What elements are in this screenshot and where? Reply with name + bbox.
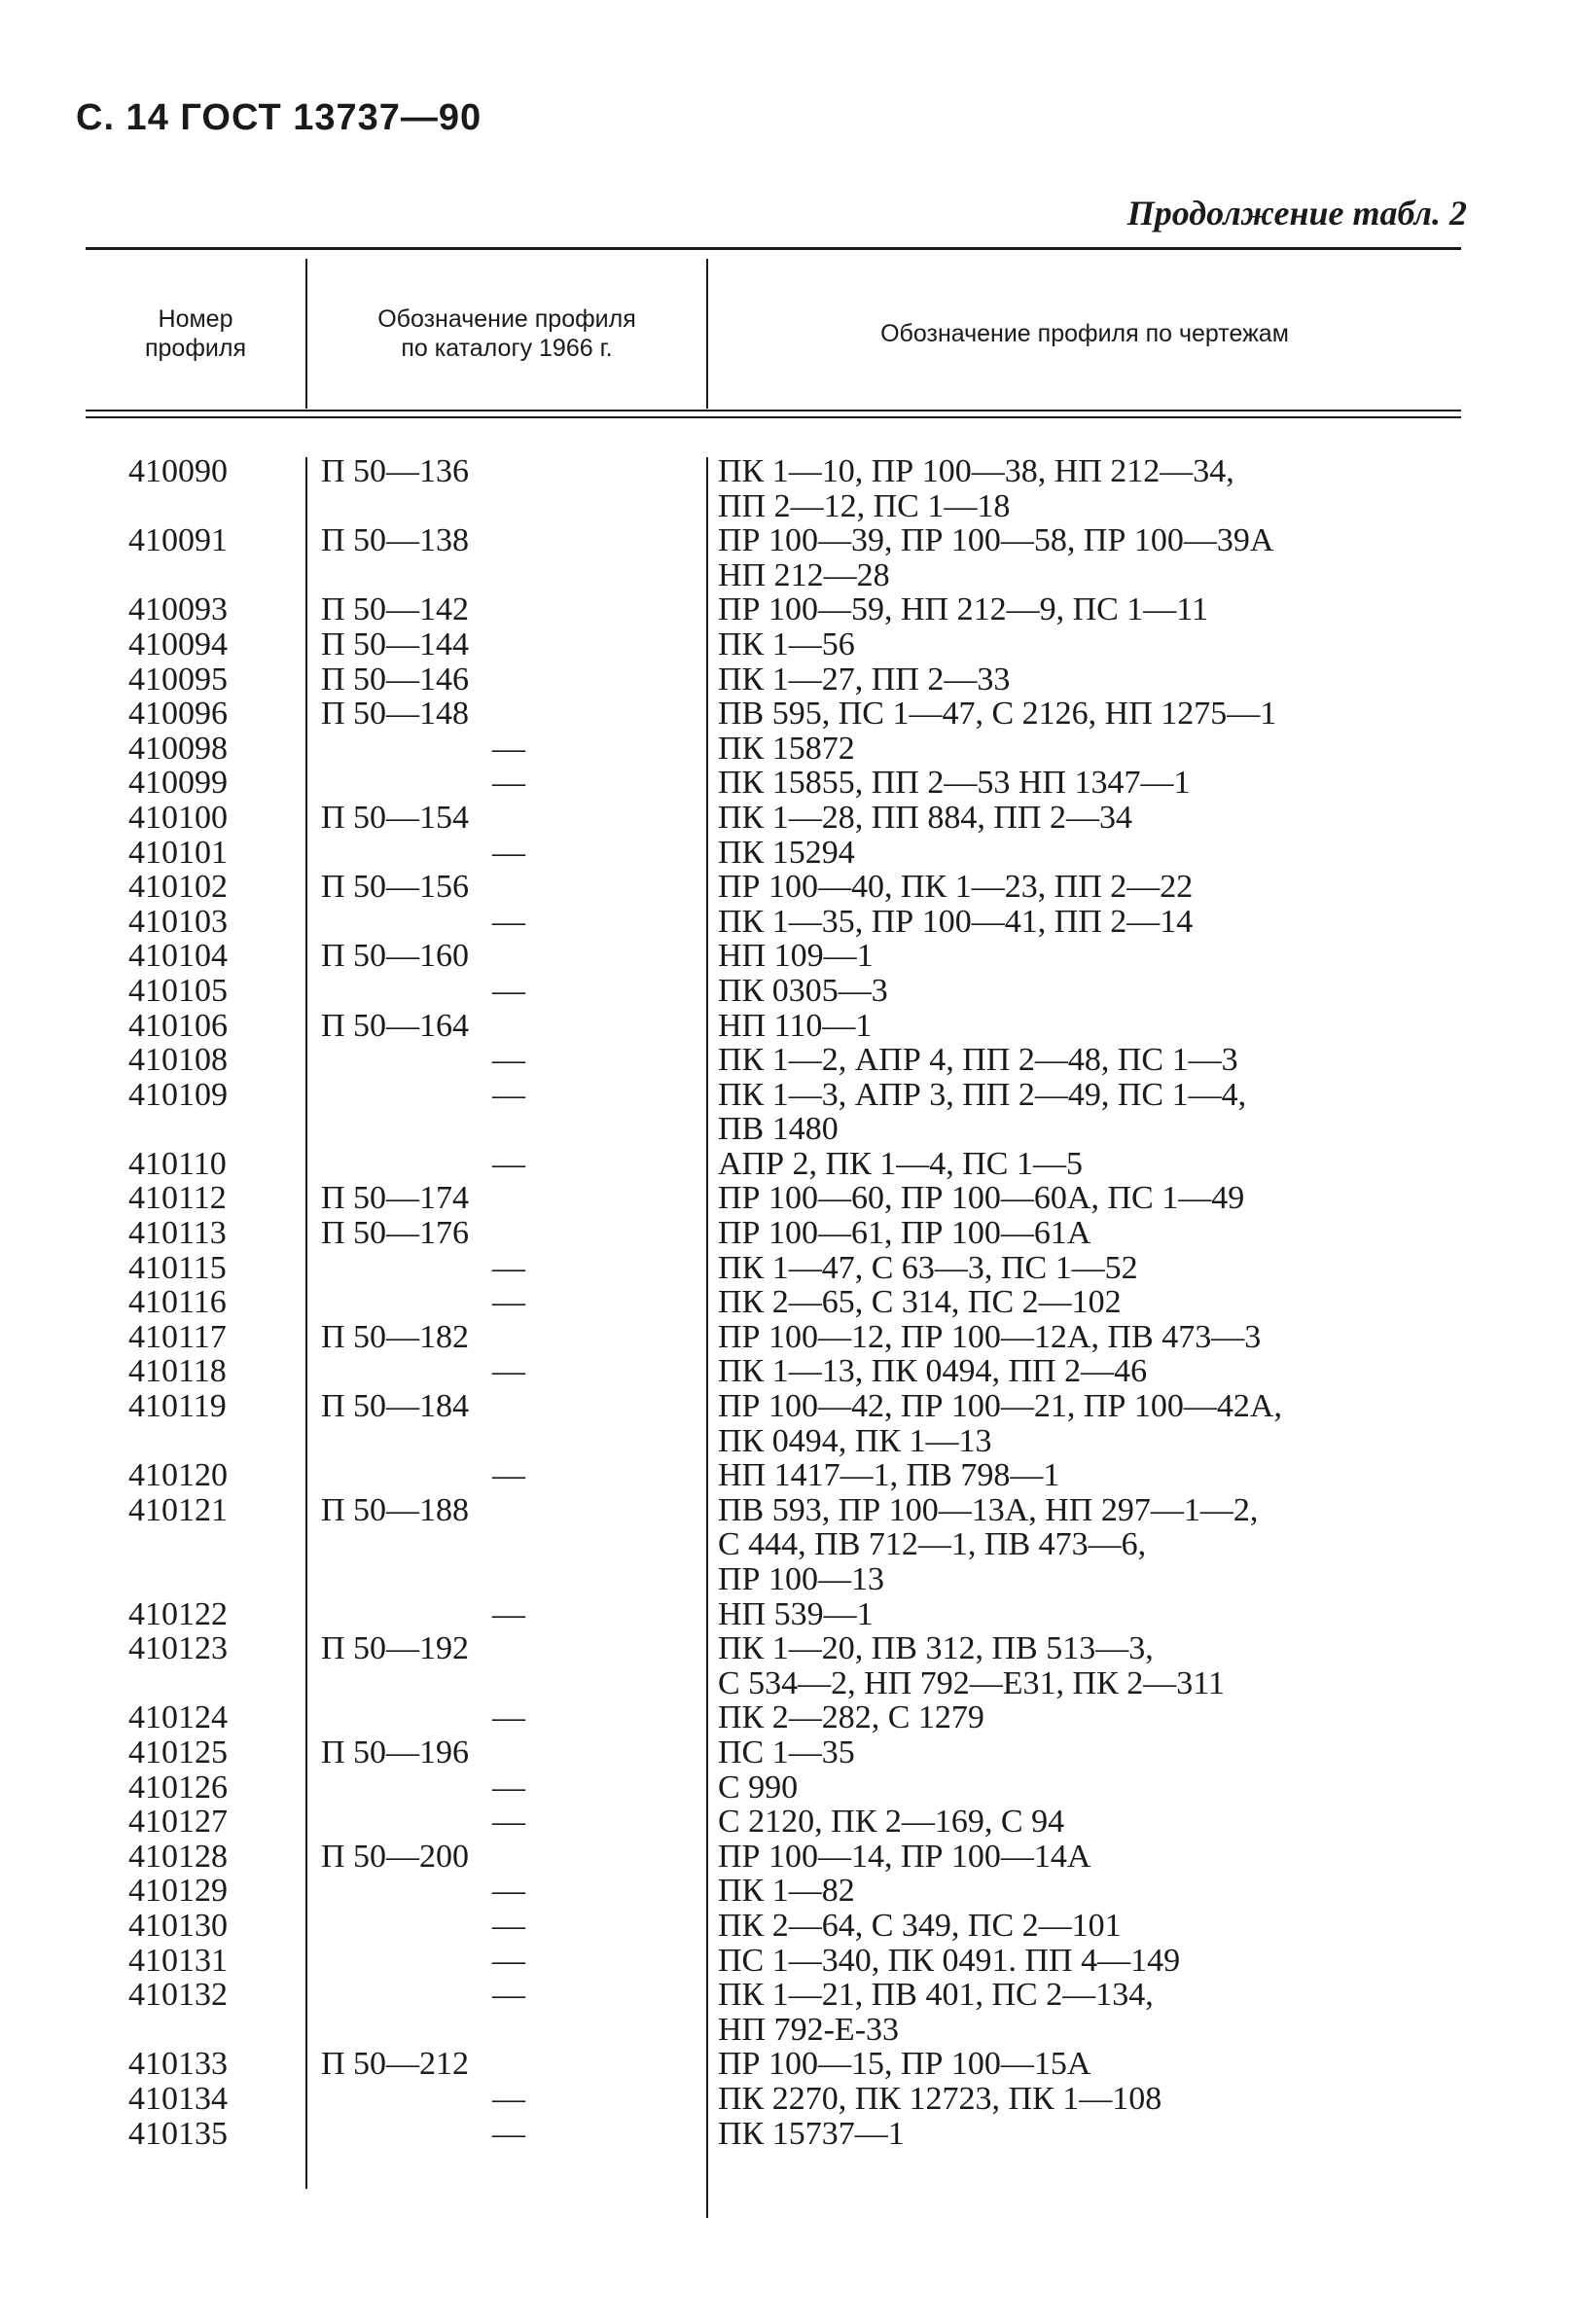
profile-number-cell: 410134 <box>128 2080 228 2117</box>
catalog-designation-cell: П 50—192 <box>321 1630 470 1667</box>
drawing-designation-cell <box>718 1631 1399 1700</box>
catalog-designation-cell: П 50—160 <box>321 938 470 975</box>
profile-number-cell: 410106 <box>128 1007 228 1044</box>
drawing-designation-line: ПВ 595, ПС 1—47, С 2126, НП 1275—1 <box>718 696 1277 733</box>
drawing-designation-line: ПК 2—64, С 349, ПС 2—101 <box>718 1907 1122 1944</box>
drawing-designation-line: НП 539—1 <box>718 1595 874 1632</box>
drawing-designation-cell <box>718 1978 1399 2047</box>
drawing-designation-cell <box>718 1009 1399 1044</box>
drawing-designation-line: ПВ 1480 <box>718 1111 839 1148</box>
drawing-designation-cell <box>718 905 1399 940</box>
table-row <box>0 627 1572 662</box>
table-row <box>0 1216 1572 1251</box>
drawing-designation-line: ПК 0305—3 <box>718 972 888 1009</box>
catalog-designation-cell: — <box>492 1942 525 1979</box>
drawing-designation-cell <box>718 1805 1399 1840</box>
catalog-designation-cell: — <box>492 1699 525 1736</box>
drawing-designation-line: НП 792-Е-33 <box>718 2011 900 2048</box>
drawing-designation-line: ПР 100—15, ПР 100—15А <box>718 2046 1091 2083</box>
catalog-designation-cell: П 50—188 <box>321 1491 470 1528</box>
profile-number-cell: 410095 <box>128 661 228 697</box>
drawing-designation-line: НП 110—1 <box>718 1007 873 1044</box>
profile-number-cell: 410099 <box>128 765 228 802</box>
profile-number-cell: 410117 <box>128 1318 227 1355</box>
drawing-designation-cell <box>718 974 1399 1009</box>
table-row <box>0 523 1572 592</box>
drawing-designation-cell <box>718 1389 1399 1458</box>
profile-number-cell: 410103 <box>128 903 228 940</box>
column-header-drawings: Обозначение профиля по чертежам <box>880 320 1289 347</box>
profile-number-cell: 410091 <box>128 522 228 559</box>
table-row <box>0 1700 1572 1735</box>
table-row <box>0 1909 1572 1944</box>
drawing-designation-line: С 990 <box>718 1769 799 1806</box>
table-row <box>0 1805 1572 1840</box>
header-double-rule <box>86 410 1461 411</box>
table-row <box>0 939 1572 974</box>
drawing-designation-cell <box>718 454 1399 523</box>
page-header: С. 14 ГОСТ 13737—90 <box>76 97 482 138</box>
drawing-designation-line: ПР 100—13 <box>718 1561 884 1597</box>
table-row <box>0 1147 1572 1182</box>
profile-number-cell: 410130 <box>128 1907 228 1944</box>
drawing-designation-line: ПР 100—12, ПР 100—12А, ПВ 473—3 <box>718 1318 1262 1355</box>
catalog-designation-cell: П 50—176 <box>321 1215 470 1252</box>
drawing-designation-cell <box>718 1181 1399 1216</box>
profile-number-cell: 410115 <box>128 1249 227 1286</box>
drawing-designation-cell <box>718 523 1399 592</box>
drawing-designation-line: ПС 1—340, ПК 0491. ПП 4—149 <box>718 1942 1181 1979</box>
profile-number-cell: 410128 <box>128 1838 228 1875</box>
catalog-designation-cell: — <box>492 834 525 871</box>
catalog-designation-cell: — <box>492 1076 525 1113</box>
table-row <box>0 454 1572 523</box>
catalog-designation-cell: — <box>492 1145 525 1182</box>
table-row <box>0 2082 1572 2117</box>
profile-number-cell: 410101 <box>128 834 228 871</box>
drawing-designation-cell <box>718 627 1399 662</box>
profile-number-cell: 410100 <box>128 799 228 836</box>
drawing-designation-line: ПК 1—35, ПР 100—41, ПП 2—14 <box>718 903 1194 940</box>
table-row <box>0 1009 1572 1044</box>
table-row <box>0 2047 1572 2082</box>
drawing-designation-line: ПК 1—56 <box>718 626 855 662</box>
drawing-designation-cell <box>718 939 1399 974</box>
drawing-designation-line: ПК 1—28, ПП 884, ПП 2—34 <box>718 799 1132 836</box>
catalog-designation-cell: — <box>492 1977 525 2014</box>
catalog-designation-cell: — <box>492 972 525 1009</box>
header-double-rule <box>86 416 1461 418</box>
table-row <box>0 1874 1572 1909</box>
drawing-designation-cell <box>718 836 1399 871</box>
profile-number-cell: 410104 <box>128 938 228 975</box>
drawing-designation-line: ПК 1—3, АПР 3, ПП 2—49, ПС 1—4, <box>718 1076 1247 1113</box>
table-continuation-label: Продолжение табл. 2 <box>1126 194 1467 232</box>
table-row <box>0 905 1572 940</box>
drawing-designation-line: АПР 2, ПК 1—4, ПС 1—5 <box>718 1145 1083 1182</box>
profile-number-cell: 410120 <box>128 1457 228 1494</box>
table-row <box>0 1944 1572 1979</box>
catalog-designation-cell: — <box>492 1284 525 1321</box>
profile-number-cell: 410121 <box>128 1491 228 1528</box>
profile-number-cell: 410110 <box>128 1145 227 1182</box>
drawing-designation-line: ПР 100—59, НП 212—9, ПС 1—11 <box>718 591 1209 628</box>
drawing-designation-cell <box>718 1078 1399 1147</box>
table-top-rule <box>86 247 1461 250</box>
profile-number-cell: 410124 <box>128 1699 228 1736</box>
table-row <box>0 1631 1572 1700</box>
drawing-designation-line: ПК 1—82 <box>718 1873 855 1910</box>
drawing-designation-cell <box>718 2047 1399 2082</box>
profile-number-cell: 410129 <box>128 1873 228 1910</box>
profile-number-cell: 410113 <box>128 1215 227 1252</box>
drawing-designation-line: ПК 15872 <box>718 730 855 767</box>
drawing-designation-cell <box>718 1285 1399 1320</box>
profile-number-cell: 410122 <box>128 1595 228 1632</box>
catalog-designation-cell: — <box>492 730 525 767</box>
drawing-designation-line: ПР 100—61, ПР 100—61А <box>718 1215 1091 1252</box>
drawing-designation-line: ПК 0494, ПК 1—13 <box>718 1422 992 1459</box>
catalog-designation-cell: — <box>492 1457 525 1494</box>
table-row <box>0 592 1572 627</box>
table-row <box>0 836 1572 871</box>
drawing-designation-cell <box>718 1354 1399 1389</box>
catalog-designation-cell: П 50—212 <box>321 2046 470 2083</box>
catalog-designation-cell: — <box>492 1873 525 1910</box>
table-row <box>0 1285 1572 1320</box>
catalog-designation-cell: П 50—136 <box>321 453 470 489</box>
drawing-designation-cell <box>718 1147 1399 1182</box>
table-row <box>0 1840 1572 1875</box>
drawing-designation-cell <box>718 732 1399 767</box>
catalog-designation-cell: — <box>492 765 525 802</box>
profile-number-cell: 410116 <box>128 1284 227 1321</box>
drawing-designation-line: ПР 100—40, ПК 1—23, ПП 2—22 <box>718 869 1194 906</box>
drawing-designation-line: ПР 100—14, ПР 100—14А <box>718 1838 1091 1875</box>
table-row <box>0 1458 1572 1493</box>
drawing-designation-cell <box>718 870 1399 905</box>
catalog-designation-cell: П 50—138 <box>321 522 470 559</box>
drawing-designation-line: ПК 15855, ПП 2—53 НП 1347—1 <box>718 765 1191 802</box>
drawing-designation-line: НП 1417—1, ПВ 798—1 <box>718 1457 1060 1494</box>
table-row <box>0 1320 1572 1355</box>
drawing-designation-line: ПР 100—42, ПР 100—21, ПР 100—42А, <box>718 1388 1282 1425</box>
table-row <box>0 870 1572 905</box>
drawing-designation-line: ПК 1—21, ПВ 401, ПС 2—134, <box>718 1977 1154 2014</box>
drawing-designation-line: ПР 100—60, ПР 100—60А, ПС 1—49 <box>718 1180 1245 1217</box>
catalog-designation-cell: П 50—142 <box>321 591 470 628</box>
catalog-designation-cell: — <box>492 1042 525 1079</box>
drawing-designation-cell <box>718 801 1399 836</box>
catalog-designation-cell: — <box>492 1353 525 1390</box>
profile-number-cell: 410125 <box>128 1734 228 1770</box>
catalog-designation-cell: П 50—184 <box>321 1388 470 1425</box>
profile-number-cell: 410096 <box>128 696 228 733</box>
table-row <box>0 1078 1572 1147</box>
table-row <box>0 766 1572 801</box>
catalog-designation-cell: — <box>492 2115 525 2152</box>
drawing-designation-line: ПК 1—13, ПК 0494, ПП 2—46 <box>718 1353 1148 1390</box>
profile-number-cell: 410123 <box>128 1630 228 1667</box>
drawing-designation-line: ПК 1—2, АПР 4, ПП 2—48, ПС 1—3 <box>718 1042 1238 1079</box>
drawing-designation-cell <box>718 1770 1399 1806</box>
profile-number-cell: 410135 <box>128 2115 228 2152</box>
catalog-designation-cell: П 50—154 <box>321 799 470 836</box>
catalog-designation-cell: П 50—182 <box>321 1318 470 1355</box>
table-row <box>0 1597 1572 1632</box>
catalog-designation-cell: — <box>492 1804 525 1841</box>
drawing-designation-cell <box>718 1700 1399 1735</box>
table-row <box>0 1978 1572 2047</box>
drawing-designation-line: ПК 1—10, ПР 100—38, НП 212—34, <box>718 453 1234 489</box>
catalog-designation-cell: П 50—146 <box>321 661 470 697</box>
profile-number-cell: 410105 <box>128 972 228 1009</box>
profile-number-cell: 410133 <box>128 2046 228 2083</box>
drawing-designation-cell <box>718 1458 1399 1493</box>
table-row <box>0 1389 1572 1458</box>
drawing-designation-cell <box>718 1493 1399 1597</box>
drawing-designation-line: ПР 100—39, ПР 100—58, ПР 100—39А <box>718 522 1274 559</box>
catalog-designation-cell: — <box>492 1249 525 1286</box>
drawing-designation-cell <box>718 766 1399 801</box>
drawing-designation-line: С 534—2, НП 792—Е31, ПК 2—311 <box>718 1664 1226 1701</box>
drawing-designation-line: ПК 15737—1 <box>718 2115 905 2152</box>
drawing-designation-cell <box>718 1320 1399 1355</box>
catalog-designation-cell: П 50—144 <box>321 626 470 662</box>
drawing-designation-line: ПК 2—65, С 314, ПС 2—102 <box>718 1284 1122 1321</box>
profile-number-cell: 410118 <box>128 1353 227 1390</box>
drawing-designation-line: ПК 15294 <box>718 834 855 871</box>
catalog-designation-cell: — <box>492 1595 525 1632</box>
drawing-designation-cell <box>718 592 1399 627</box>
table-row <box>0 1493 1572 1597</box>
drawing-designation-cell <box>718 1909 1399 1944</box>
table-row <box>0 697 1572 732</box>
profile-number-cell: 410108 <box>128 1042 228 1079</box>
drawing-designation-line: ПП 2—12, ПС 1—18 <box>718 487 1011 524</box>
catalog-designation-cell: П 50—148 <box>321 696 470 733</box>
column-header-catalog-1966: Обозначение профиля по каталогу 1966 г. <box>377 305 636 362</box>
table-row <box>0 2117 1572 2152</box>
drawing-designation-cell <box>718 697 1399 732</box>
drawing-designation-line: ПК 1—20, ПВ 312, ПВ 513—3, <box>718 1630 1154 1667</box>
catalog-designation-cell: — <box>492 903 525 940</box>
table-body <box>0 454 1572 2151</box>
drawing-designation-cell <box>718 1251 1399 1286</box>
table-row <box>0 1735 1572 1770</box>
drawing-designation-line: НП 109—1 <box>718 938 874 975</box>
profile-number-cell: 410109 <box>128 1076 228 1113</box>
drawing-designation-cell <box>718 1874 1399 1909</box>
profile-number-cell: 410132 <box>128 1977 228 2014</box>
table-row <box>0 1770 1572 1806</box>
drawing-designation-line: НП 212—28 <box>718 556 890 593</box>
drawing-designation-cell <box>718 1735 1399 1770</box>
catalog-designation-cell: — <box>492 1907 525 1944</box>
profile-number-cell: 410098 <box>128 730 228 767</box>
catalog-designation-cell: П 50—164 <box>321 1007 470 1044</box>
drawing-designation-line: ПК 1—47, С 63—3, ПС 1—52 <box>718 1249 1138 1286</box>
drawing-designation-cell <box>718 2082 1399 2117</box>
column-header-profile-number: Номер профиля <box>144 305 246 362</box>
profile-number-cell: 410090 <box>128 453 228 489</box>
drawing-designation-line: ПК 1—27, ПП 2—33 <box>718 661 1011 697</box>
profile-number-cell: 410127 <box>128 1804 228 1841</box>
profile-number-cell: 410131 <box>128 1942 228 1979</box>
catalog-designation-cell: П 50—196 <box>321 1734 470 1770</box>
drawing-designation-line: ПК 2270, ПК 12723, ПК 1—108 <box>718 2080 1162 2117</box>
table-row <box>0 1354 1572 1389</box>
catalog-designation-cell: П 50—174 <box>321 1180 470 1217</box>
table-row <box>0 1043 1572 1078</box>
profile-number-cell: 410126 <box>128 1769 228 1806</box>
drawing-designation-cell <box>718 2117 1399 2152</box>
table-row <box>0 1181 1572 1216</box>
profile-number-cell: 410102 <box>128 869 228 906</box>
drawing-designation-cell <box>718 1216 1399 1251</box>
catalog-designation-cell: П 50—156 <box>321 869 470 906</box>
profile-number-cell: 410093 <box>128 591 228 628</box>
drawing-designation-line: ПС 1—35 <box>718 1734 855 1770</box>
table-row <box>0 662 1572 697</box>
drawing-designation-line: С 2120, ПК 2—169, С 94 <box>718 1804 1065 1841</box>
drawing-designation-cell <box>718 1840 1399 1875</box>
profile-number-cell: 410094 <box>128 626 228 662</box>
drawing-designation-cell <box>718 1597 1399 1632</box>
drawing-designation-cell <box>718 662 1399 697</box>
profile-number-cell: 410119 <box>128 1388 227 1425</box>
drawing-designation-cell <box>718 1043 1399 1078</box>
table-row <box>0 974 1572 1009</box>
drawing-designation-line: С 444, ПВ 712—1, ПВ 473—6, <box>718 1526 1147 1563</box>
drawing-designation-line: ПК 2—282, С 1279 <box>718 1699 984 1736</box>
catalog-designation-cell: — <box>492 2080 525 2117</box>
table-row <box>0 732 1572 767</box>
table-row <box>0 1251 1572 1286</box>
drawing-designation-line: ПВ 593, ПР 100—13А, НП 297—1—2, <box>718 1491 1259 1528</box>
table-row <box>0 801 1572 836</box>
drawing-designation-cell <box>718 1944 1399 1979</box>
profile-number-cell: 410112 <box>128 1180 227 1217</box>
catalog-designation-cell: — <box>492 1769 525 1806</box>
catalog-designation-cell: П 50—200 <box>321 1838 470 1875</box>
